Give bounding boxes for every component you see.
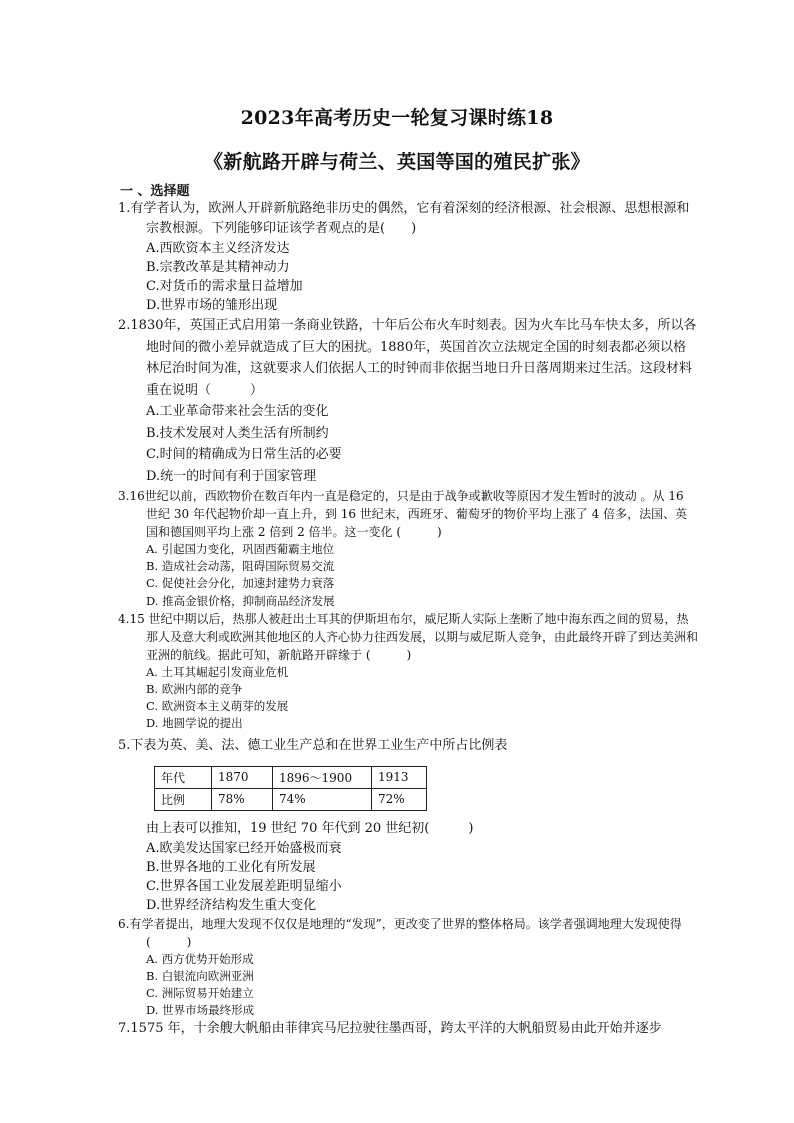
question-stem: 4.15 世纪中期以后，热那人被赶出土耳其的伊斯坦布尔，威尼斯人实际上垄断了地中海东西之间的贸易，热那人及意大利或欧洲其他地区的人齐心协力往西发展，以期与威尼斯人竞争，由此最终开辟了到达美洲和亚洲的航线。据此可知，新航路开辟缘于 ( ) <box>118 611 699 662</box>
table-cell: 比例 <box>155 788 212 810</box>
option-a: A.西欧资本主义经济发达 <box>146 241 290 256</box>
question-1 <box>118 199 698 315</box>
option-c: C. 洲际贸易开始建立 <box>146 986 254 1001</box>
question-stem: 7.1575 年，十余艘大帆船由菲律宾马尼拉驶往墨西哥，跨太平洋的大帆船贸易由此开始并逐步 <box>118 1021 662 1037</box>
table-cell: 年代 <box>155 766 212 788</box>
option-d: D. 推高金银价格，抑制商品经济发展 <box>146 593 335 608</box>
question-7 <box>118 1019 698 1039</box>
question-list <box>118 199 698 1039</box>
option-b: B. 白银流向欧洲亚洲 <box>146 968 254 983</box>
option-c: C. 促使社会分化，加速封建势力衰落 <box>146 576 335 591</box>
table-row <box>155 788 427 810</box>
option-a: A.欧美发达国家已经开始盛极而衰 <box>146 840 342 856</box>
option-b: B.宗教改革是其精神动力 <box>146 260 290 275</box>
option-d: D. 地圆学说的提出 <box>146 716 243 731</box>
option-a: A.工业革命带来社会生活的变化 <box>146 404 329 419</box>
document-subtitle: 《新航路开辟与荷兰、英国等国的殖民扩张》 <box>203 151 590 173</box>
question-4 <box>118 610 698 733</box>
table-cell: 74% <box>273 788 372 810</box>
option-b: B.技术发展对人类生活有所制约 <box>146 425 329 441</box>
document-title: 2023年高考历史一轮复习课时练18 <box>240 107 554 129</box>
question-6 <box>118 915 698 1020</box>
option-b: B. 欧洲内部的竞争 <box>146 682 243 697</box>
option-c: C.时间的精确成为日常生活的必要 <box>146 447 342 462</box>
table-cell: 1896～1900 <box>273 766 372 788</box>
question-5 <box>118 736 698 915</box>
option-d: D.统一的时间有利于国家管理 <box>146 468 317 484</box>
option-c: C.世界各国工业发展差距明显缩小 <box>146 878 342 894</box>
option-d: D. 世界市场最终形成 <box>146 1003 255 1018</box>
section-heading: 一 、选择题 <box>120 184 190 199</box>
table-cell: 1913 <box>372 766 427 788</box>
question-prompt: 由上表可以推知，19 世纪 70 年代到 20 世纪初( ) <box>146 820 474 836</box>
question-stem: 2.1830年，英国正式启用第一条商业铁路，十年后公布火车时刻表。因为火车比马车快太多，所以各地时间的微小差异就造成了巨大的困扰。1880年，英国首次立法规定全国的时刻表都必须以格林尼治时间为准，这就要求人们依据人工的时钟而非依据当地日升日落周期来过生活。这段材料重在说明（ ） <box>118 318 697 398</box>
option-b: B. 造成社会动荡，阻碍国际贸易交流 <box>146 559 335 574</box>
option-d: D.世界市场的雏形出现 <box>146 298 278 313</box>
question-2 <box>118 315 698 487</box>
table-cell: 1870 <box>212 766 273 788</box>
table-cell: 78% <box>212 788 273 810</box>
table-cell: 72% <box>372 788 427 810</box>
question-stem: 6.有学者提出，地理大发现不仅仅是地理的“发现”，更改变了世界的整体格局。该学者强调地理大发现使得 ( ) <box>118 916 682 949</box>
question-3 <box>118 487 698 610</box>
option-a: A. 西方优势开始形成 <box>146 951 254 966</box>
option-a: A. 引起国力变化，巩固西葡霸主地位 <box>146 542 335 556</box>
option-c: C.对货币的需求量日益增加 <box>146 279 303 294</box>
data-table <box>154 766 427 811</box>
table-row <box>155 766 427 788</box>
option-b: B.世界各地的工业化有所发展 <box>146 859 316 875</box>
option-c: C. 欧洲资本主义萌芽的发展 <box>146 699 289 714</box>
option-d: D.世界经济结构发生重大变化 <box>146 897 317 913</box>
question-stem: 3.16世纪以前，西欧物价在数百年内一直是稳定的，只是由于战争或歉收等原因才发生暂时的波动 。从 16 世纪 30 年代起物价却一直上升，到 16 世纪末，西班牙、葡萄牙的物价平均上涨了 4 倍多，法国、英国和德国则平均上涨 2 倍到 2 倍半。这一变化 ( ) <box>118 489 688 539</box>
question-stem: 1.有学者认为，欧洲人开辟新航路绝非历史的偶然，它有着深刻的经济根源、社会根源、思想根源和宗教根源。下列能够印证该学者观点的是( ) <box>118 201 690 236</box>
option-a: A. 土耳其崛起引发商业危机 <box>146 664 289 679</box>
question-stem: 5.下表为英、美、法、德工业生产总和在世界工业生产中所占比例表 <box>118 737 508 753</box>
